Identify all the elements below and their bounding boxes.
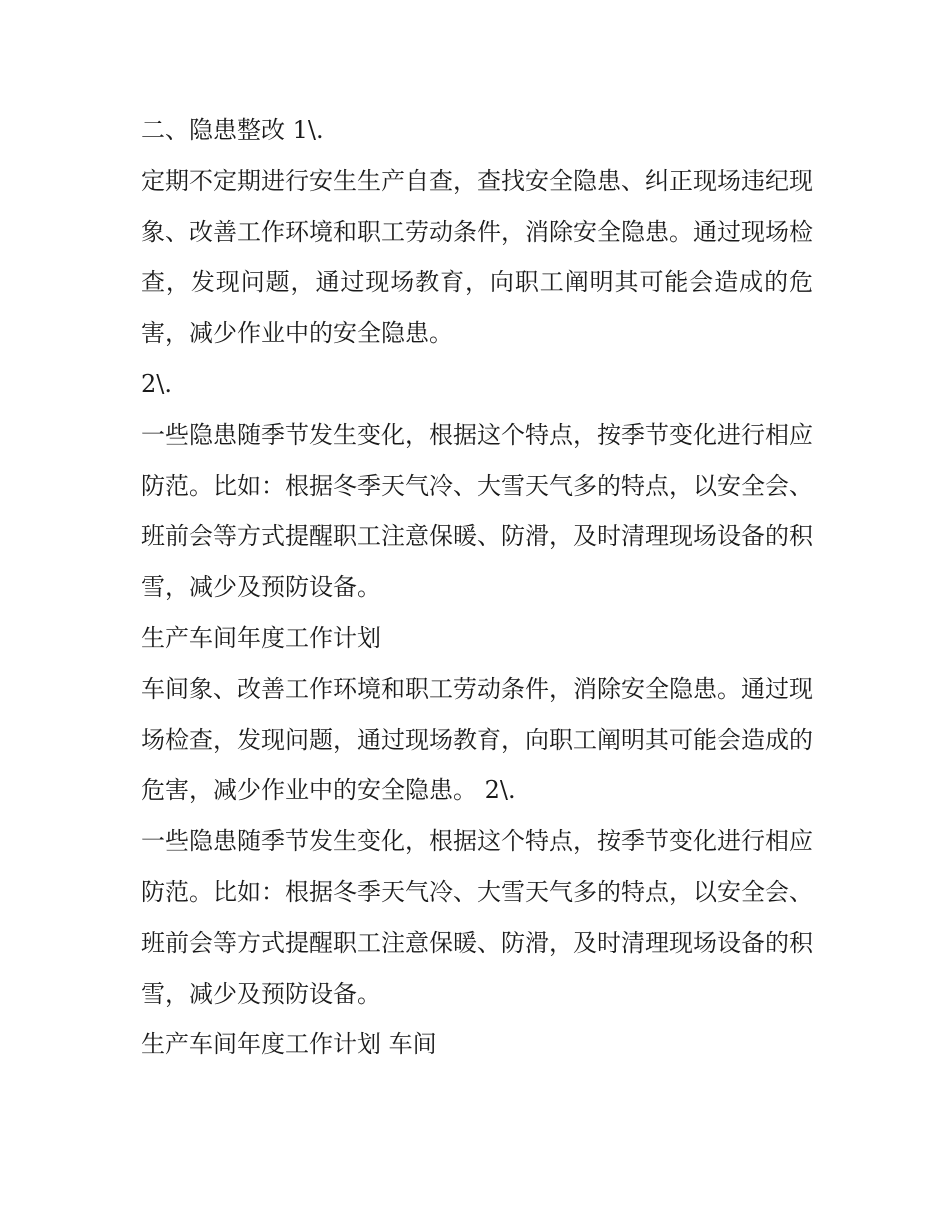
plan-title-workshop: 生产车间年度工作计划 车间 xyxy=(141,1030,437,1059)
plan-title: 生产车间年度工作计划 xyxy=(141,623,381,652)
paragraph-seasonal-hazards-repeat: 一些隐患随季节发生变化，根据这个特点，按季节变化进行相应防范。比如：根据冬季天气冷、大雪天气多的特点，以安全会、班前会等方式提醒职工注意保暖、防滑，及时清理现场设备的积雪，减少及预防设备。 xyxy=(141,827,813,1008)
paragraph-seasonal-hazards: 一些隐患随季节发生变化，根据这个特点，按季节变化进行相应防范。比如：根据冬季天气冷、大雪天气多的特点，以安全会、班前会等方式提醒职工注意保暖、防滑，及时清理现场设备的积雪，减少及预防设备。 xyxy=(141,420,813,602)
section-heading-hazard-rectification: 二、隐患整改 1\. xyxy=(141,116,324,144)
list-marker-2: 2\. xyxy=(141,369,172,398)
paragraph-self-inspection: 定期不定期进行安生生产自查，查找安全隐患、纠正现场违纪现象、改善工作环境和职工劳动条件，消除安全隐患。通过现场检查，发现问题，通过现场教育，向职工阐明其可能会造成的危害，减少作业中的安全隐患。 xyxy=(141,166,813,348)
document-body xyxy=(141,105,813,1070)
paragraph-workshop-inspection: 车间象、改善工作环境和职工劳动条件，消除安全隐患。通过现场检查，发现问题，通过现场教育，向职工阐明其可能会造成的危害，减少作业中的安全隐患。 2\. xyxy=(141,674,813,805)
